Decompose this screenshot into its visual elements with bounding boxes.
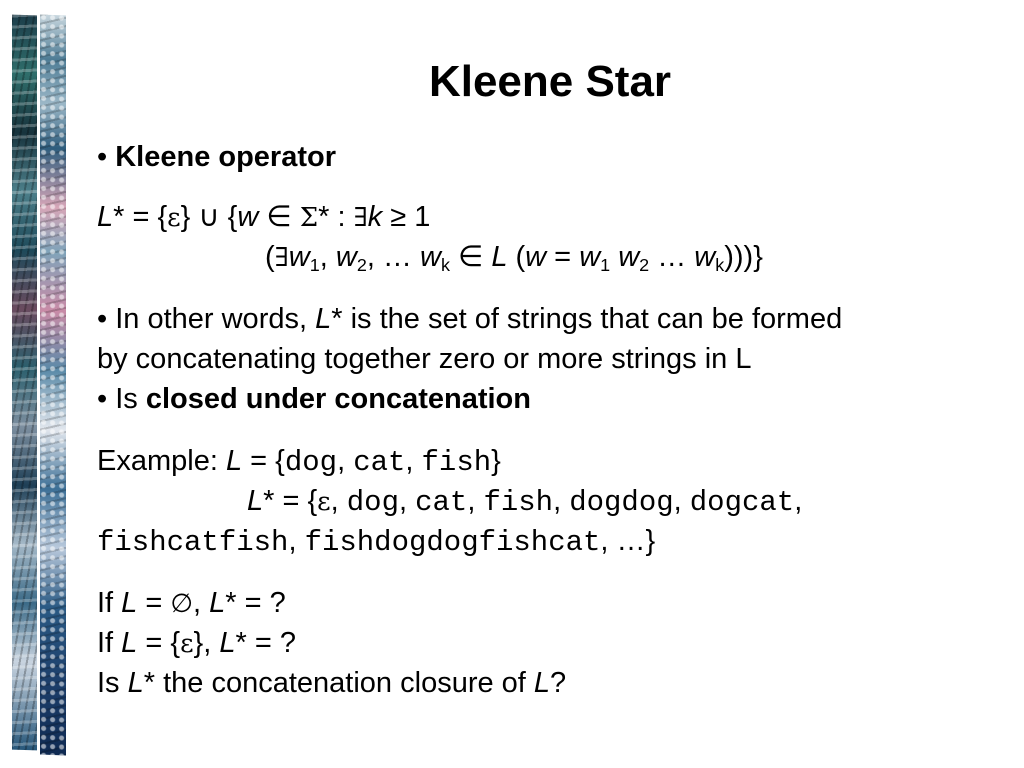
def-comma: ,: [319, 241, 336, 273]
other-words-line-2: by concatenating together zero or more strings in L: [97, 343, 752, 375]
word-dogdog: dogdog: [569, 486, 674, 519]
comma: ,: [288, 525, 305, 557]
example-L: L: [225, 445, 243, 477]
question-closure: [97, 663, 566, 703]
q3-end: ?: [550, 667, 567, 699]
bullet-marker: •: [97, 383, 108, 415]
decorative-painting-strip-right: [40, 15, 66, 756]
kleene-operator-label: Kleene operator: [115, 141, 337, 173]
def-close: )))}: [724, 241, 763, 273]
comma: ,: [405, 445, 422, 477]
comma: ,: [330, 485, 347, 517]
word-fish: fish: [483, 486, 554, 519]
q3-L2: L: [533, 667, 551, 699]
q2-if: If: [97, 627, 122, 659]
example-eq-open: = {: [242, 445, 285, 477]
bullet-marker: •: [97, 141, 108, 173]
ellipsis: …: [616, 525, 646, 557]
q3-is: Is: [97, 667, 128, 699]
def-w1b: w: [579, 241, 601, 273]
close-brace: }: [645, 525, 656, 557]
def-comma-dots: , …: [366, 241, 420, 273]
empty-set-symbol: ∅: [170, 589, 194, 619]
word-fish: fish: [421, 446, 492, 479]
def-paren: (: [265, 241, 275, 273]
q1-comma: ,: [193, 587, 210, 619]
other-words-text: In other words,: [115, 303, 316, 335]
comma: ,: [600, 525, 617, 557]
def-w1: w: [288, 241, 310, 273]
epsilon-symbol: ε: [167, 203, 181, 233]
def-star-eq: * = {: [113, 201, 168, 233]
q1-eq: =: [137, 587, 171, 619]
example-line-2: [247, 481, 802, 523]
comma: ,: [337, 445, 354, 477]
bullet-other-words: [97, 299, 842, 339]
def-star-colon: * :: [318, 201, 354, 233]
def-L2: L: [491, 241, 508, 273]
example-line-3: [97, 521, 655, 563]
subscript-1: 1: [309, 255, 320, 276]
comma: ,: [467, 485, 484, 517]
def-w-eq: w: [525, 241, 547, 273]
q2-close: },: [193, 627, 220, 659]
subscript-2: 2: [356, 255, 367, 276]
example-star-eq: * = {: [263, 485, 318, 517]
epsilon-symbol-q2: ε: [180, 629, 194, 659]
word-cat: cat: [415, 486, 468, 519]
word-dog: dog: [284, 446, 338, 479]
def-eq: =: [546, 241, 580, 273]
def-L: L: [97, 201, 114, 233]
def-w: w: [237, 201, 259, 233]
subscript-1b: 1: [600, 255, 611, 276]
comma: ,: [673, 485, 690, 517]
word-dogcat: dogcat: [689, 486, 795, 519]
q2-L: L: [121, 627, 138, 659]
comma: ,: [553, 485, 570, 517]
example-label: Example:: [97, 445, 226, 477]
closed-pre: Is: [115, 383, 146, 415]
q2-eq-open: = {: [137, 627, 181, 659]
q1-if: If: [97, 587, 122, 619]
comma-trailing: ,: [794, 485, 803, 517]
comma: ,: [399, 485, 416, 517]
bullet-kleene-operator: [97, 137, 336, 177]
def-w2: w: [335, 241, 357, 273]
def-geq-one: ≥ 1: [382, 201, 431, 233]
bullet-marker: •: [97, 303, 108, 335]
example-line-1: [97, 441, 501, 483]
def-paren-2: (: [507, 241, 526, 273]
def-w2b: w: [618, 241, 640, 273]
slide-title: Kleene Star: [428, 57, 672, 106]
exists-symbol: ∃: [353, 203, 368, 233]
word-fishdogdogfishcat: fishdogdogfishcat: [304, 526, 601, 559]
question-empty-set: [97, 583, 286, 624]
subscript-2b: 2: [639, 255, 650, 276]
exists-symbol-2: ∃: [274, 243, 289, 273]
q2-tail: * = ?: [235, 627, 296, 659]
question-epsilon-set: [97, 623, 296, 664]
element-of-symbol-2: ∈: [449, 241, 492, 273]
definition-line-2: [265, 237, 763, 278]
other-words-text-2: * is the set of strings that can be formed: [331, 303, 843, 335]
word-fishcatfish: fishcatfish: [97, 526, 289, 559]
union-symbol: } ∪ {: [180, 201, 238, 233]
q3-L: L: [127, 667, 144, 699]
q1-L: L: [121, 587, 138, 619]
q1-Lstar: L: [209, 587, 226, 619]
bullet-closed: [97, 379, 531, 419]
q3-mid: * the concatenation closure of: [143, 667, 534, 699]
def-wk: w: [419, 241, 441, 273]
sigma-symbol: Σ: [299, 203, 319, 233]
example-Lstar: L: [247, 485, 264, 517]
epsilon-symbol-example: ε: [317, 487, 331, 517]
q1-tail: * = ?: [225, 587, 286, 619]
def-wkb: w: [694, 241, 716, 273]
close-brace: }: [491, 445, 501, 477]
word-dog: dog: [346, 486, 399, 519]
definition-line-1: [97, 197, 430, 238]
def-dots: …: [649, 241, 695, 273]
q2-Lstar: L: [219, 627, 236, 659]
def-k: k: [367, 201, 383, 233]
other-words-L: L: [315, 303, 332, 335]
closed-under-concatenation: closed under concatenation: [145, 383, 531, 415]
subscript-kb: k: [715, 255, 725, 276]
decorative-painting-strip-left: [12, 15, 37, 751]
element-of-symbol: ∈: [258, 201, 300, 233]
word-cat: cat: [353, 446, 406, 479]
subscript-k: k: [440, 255, 450, 276]
